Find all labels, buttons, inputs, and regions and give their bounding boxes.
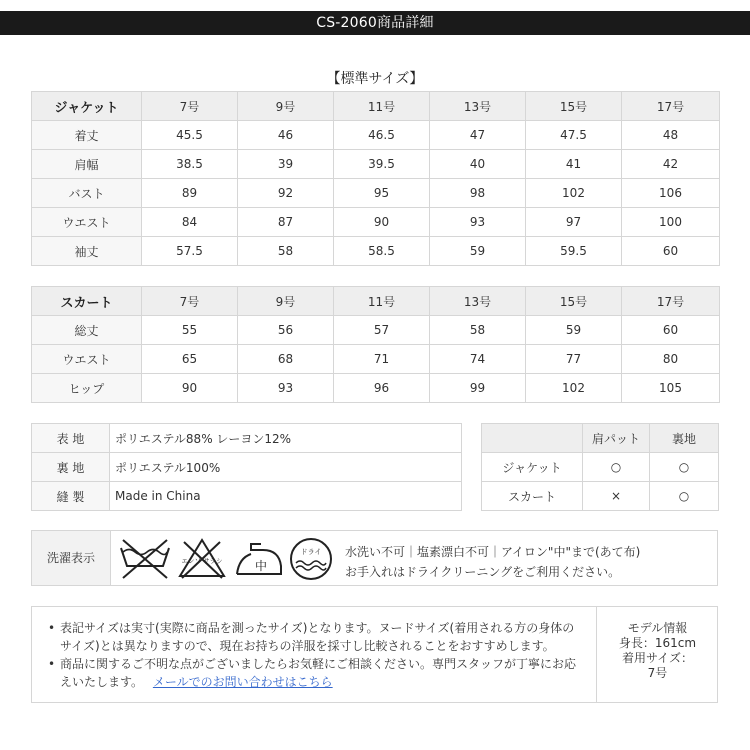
model-height: 身長：161cm [618,636,697,650]
options-label: ジャケット [482,453,583,482]
size-header-row [32,92,720,121]
measure-value: 47.5 [526,121,622,150]
measure-value: 57.5 [142,237,238,266]
material-table [31,423,462,511]
measure-value: 42 [622,150,720,179]
measure-value: 40 [430,150,526,179]
no-bleach-icon [180,540,224,578]
measure-value: 41 [526,150,622,179]
size-header: 15号 [526,92,622,121]
measure-label: 肩幅 [32,150,142,179]
washing-icons [118,536,338,586]
notes-box [31,606,718,703]
options-value: ○ [650,453,719,482]
measure-row [32,150,720,179]
measure-value: 39 [238,150,334,179]
measure-value: 84 [142,208,238,237]
measure-value: 59 [430,237,526,266]
measure-value: 100 [622,208,720,237]
measure-value: 99 [430,374,526,403]
options-corner [482,424,583,453]
washing-instructions [31,530,718,586]
measure-value: 57 [334,316,430,345]
note-contact-line1: 商品に関するご不明な点がございましたらお気軽にご相談ください。専門スタッフが丁寧にお応 [60,657,577,671]
size-header: 11号 [334,92,430,121]
note-contact-line2: えいたします。 [60,675,144,689]
measure-label: 着丈 [32,121,142,150]
measure-label: ヒップ [32,374,142,403]
size-section-title: 【標準サイズ】 [326,71,424,87]
note-item-size [46,619,591,655]
measure-row [32,121,720,150]
bullet-icon: • [48,621,56,635]
washing-symbols [118,536,338,582]
size-header: 17号 [622,92,720,121]
no-hand-wash-icon [121,540,169,578]
measure-value: 60 [622,237,720,266]
options-header: 裏地 [650,424,719,453]
measure-row [32,374,720,403]
measure-value: 90 [142,374,238,403]
measure-value: 60 [622,316,720,345]
measure-value: 59 [526,316,622,345]
model-size-value: 7号 [647,666,668,680]
measure-value: 58.5 [334,237,430,266]
measure-value: 96 [334,374,430,403]
notes-list [46,619,591,691]
material-row [32,482,462,511]
measure-value: 92 [238,179,334,208]
measure-label: ウエスト [32,345,142,374]
measure-row [32,345,720,374]
size-header: 9号 [238,287,334,316]
measure-value: 98 [430,179,526,208]
options-header-row [482,424,719,453]
measure-value: 38.5 [142,150,238,179]
washing-label: 洗濯表示 [32,531,111,585]
measure-value: 58 [430,316,526,345]
size-header: 15号 [526,287,622,316]
size-header: 13号 [430,92,526,121]
measure-value: 105 [622,374,720,403]
size-header: 7号 [142,287,238,316]
measure-row [32,316,720,345]
material-label: 表 地 [32,424,110,453]
measure-value: 68 [238,345,334,374]
measure-label: 袖丈 [32,237,142,266]
measure-value: 45.5 [142,121,238,150]
measure-value: 71 [334,345,430,374]
measure-value: 106 [622,179,720,208]
size-header: 17号 [622,287,720,316]
measure-label: 総丈 [32,316,142,345]
measure-value: 65 [142,345,238,374]
skirt-size-table [31,286,720,403]
measure-label: バスト [32,179,142,208]
dry-clean-icon-text: ドライ [300,548,322,556]
measure-value: 46.5 [334,121,430,150]
options-value: × [583,482,650,511]
page-title: CS-2060商品詳細 [0,11,750,35]
measure-value: 97 [526,208,622,237]
model-size-label: 着用サイズ： [621,651,694,665]
size-header: 9号 [238,92,334,121]
measure-value: 87 [238,208,334,237]
measure-value: 46 [238,121,334,150]
measure-value: 102 [526,374,622,403]
jacket-size-table [31,91,720,266]
measure-value: 59.5 [526,237,622,266]
measure-value: 39.5 [334,150,430,179]
measure-row [32,237,720,266]
options-value: ○ [650,482,719,511]
washing-text [345,542,640,582]
measure-value: 93 [238,374,334,403]
options-label: スカート [482,482,583,511]
options-header: 肩パット [583,424,650,453]
model-info [597,621,718,681]
material-row [32,453,462,482]
dry-clean-icon [291,539,331,579]
iron-medium-icon [237,544,281,574]
bullet-icon: • [48,657,56,671]
measure-value: 95 [334,179,430,208]
options-table [481,423,719,511]
material-label: 縫 製 [32,482,110,511]
measure-value: 90 [334,208,430,237]
size-header: 7号 [142,92,238,121]
size-header: 11号 [334,287,430,316]
measure-value: 55 [142,316,238,345]
iron-medium-icon-text: 中 [254,559,268,573]
measure-row [32,208,720,237]
measure-value: 89 [142,179,238,208]
note-size-line2: サイズ)とは異なりますので、現在お持ちの洋服を採寸し比較されることをおすすめします。 [60,639,555,653]
material-value: Made in China [110,482,462,511]
measure-value: 93 [430,208,526,237]
washing-text-line1: 水洗い不可｜塩素漂白不可｜アイロン"中"まで(あて布) [345,545,641,559]
washing-text-line2: お手入れはドライクリーニングをご利用ください。 [345,565,621,579]
measure-value: 102 [526,179,622,208]
material-value: ポリエステル100% [110,453,462,482]
model-info-title: モデル情報 [627,621,688,635]
options-row [482,482,719,511]
note-contact-line2-wrap [60,673,591,691]
measure-value: 48 [622,121,720,150]
no-bleach-icon-text: エンソ サラシ [181,557,223,565]
mail-contact-link[interactable]: メールでのお問い合わせはこちら [152,675,333,689]
measure-value: 74 [430,345,526,374]
measure-label: ウエスト [32,208,142,237]
measure-value: 56 [238,316,334,345]
size-header: 13号 [430,287,526,316]
material-row [32,424,462,453]
material-value: ポリエステル88% レーヨン12% [110,424,462,453]
measure-value: 77 [526,345,622,374]
measure-row [32,179,720,208]
options-value: ○ [583,453,650,482]
size-header-row [32,287,720,316]
options-row [482,453,719,482]
measure-value: 80 [622,345,720,374]
measure-value: 58 [238,237,334,266]
note-size-line1: 表記サイズは実寸(実際に商品を測ったサイズ)となります。ヌードサイズ(着用される方の身体の [60,621,575,635]
garment-header: ジャケット [32,92,142,121]
material-label: 裏 地 [32,453,110,482]
measure-value: 47 [430,121,526,150]
note-item-contact [46,655,591,691]
garment-header: スカート [32,287,142,316]
